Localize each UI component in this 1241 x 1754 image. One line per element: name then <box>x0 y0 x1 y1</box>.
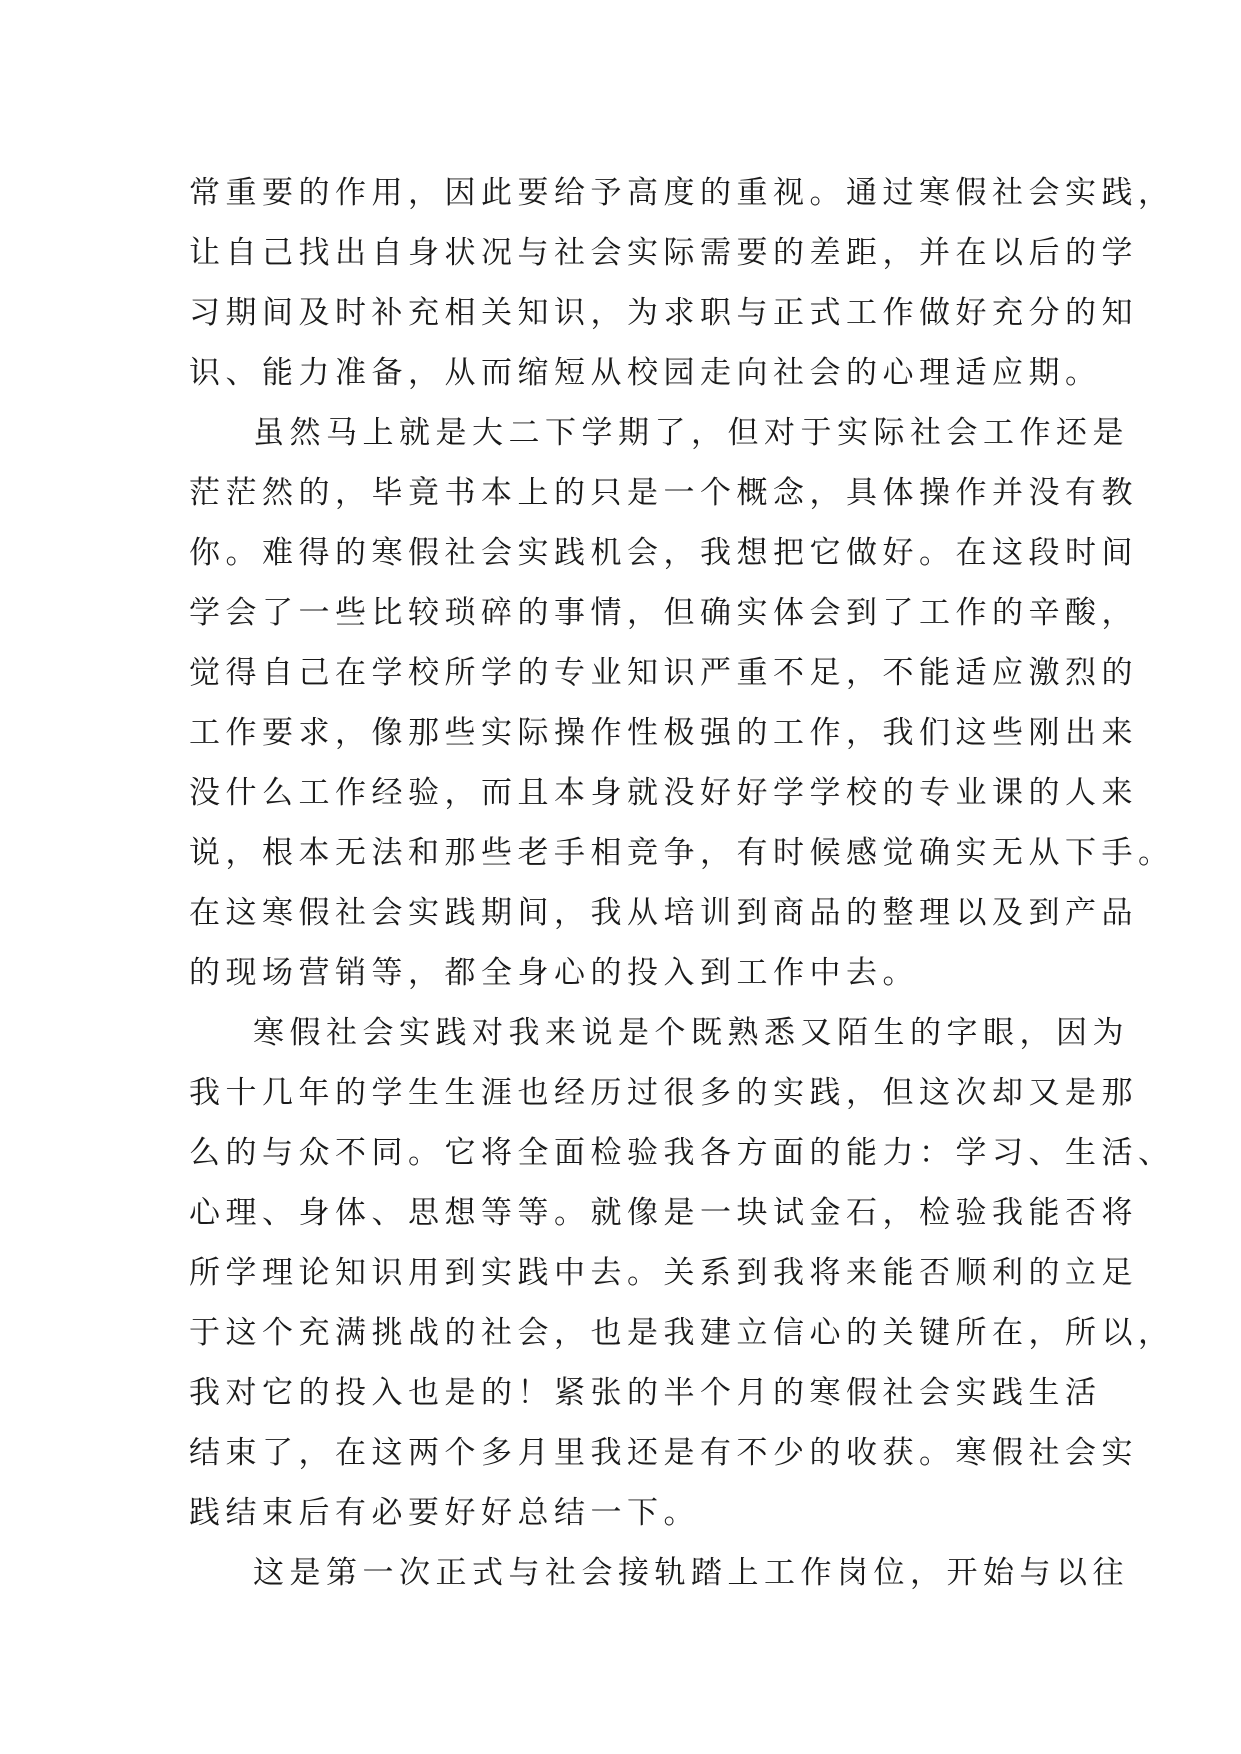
text-line: 所学理论知识用到实践中去。关系到我将来能否顺利的立足 <box>189 1255 1138 1291</box>
paragraph <box>189 163 1175 403</box>
text-line: 于这个充满挑战的社会，也是我建立信心的关键所在，所以， <box>189 1315 1175 1351</box>
text-line: 的现场营销等，都全身心的投入到工作中去。 <box>189 955 919 991</box>
text-line: 学会了一些比较琐碎的事情，但确实体会到了工作的辛酸， <box>189 595 1138 631</box>
text-line: 让自己找出自身状况与社会实际需要的差距，并在以后的学 <box>189 235 1138 271</box>
text-line: 践结束后有必要好好总结一下。 <box>189 1495 700 1531</box>
text-line: 么的与众不同。它将全面检验我各方面的能力：学习、生活、 <box>189 1135 1175 1171</box>
text-line: 心理、身体、思想等等。就像是一块试金石，检验我能否将 <box>189 1195 1138 1231</box>
text-line: 工作要求，像那些实际操作性极强的工作，我们这些刚出来 <box>189 715 1138 751</box>
text-line: 这是第一次正式与社会接轨踏上工作岗位，开始与以往 <box>253 1555 1129 1591</box>
text-line: 结束了，在这两个多月里我还是有不少的收获。寒假社会实 <box>189 1435 1138 1471</box>
text-line: 在这寒假社会实践期间，我从培训到商品的整理以及到产品 <box>189 895 1138 931</box>
text-line: 习期间及时补充相关知识，为求职与正式工作做好充分的知 <box>189 295 1138 331</box>
body-text <box>189 163 1175 1603</box>
text-line: 虽然马上就是大二下学期了，但对于实际社会工作还是 <box>253 415 1129 451</box>
text-line: 我对它的投入也是的！紧张的半个月的寒假社会实践生活 <box>189 1375 1102 1411</box>
text-line: 寒假社会实践对我来说是个既熟悉又陌生的字眼，因为 <box>253 1015 1129 1051</box>
text-line: 茫茫然的，毕竟书本上的只是一个概念，具体操作并没有教 <box>189 475 1138 511</box>
paragraph <box>189 1543 1129 1603</box>
text-line: 识、能力准备，从而缩短从校园走向社会的心理适应期。 <box>189 355 1102 391</box>
paragraph <box>189 1003 1175 1543</box>
text-line: 觉得自己在学校所学的专业知识严重不足，不能适应激烈的 <box>189 655 1138 691</box>
text-line: 没什么工作经验，而且本身就没好好学学校的专业课的人来 <box>189 775 1138 811</box>
paragraph <box>189 403 1175 1003</box>
text-line: 说，根本无法和那些老手相竞争，有时候感觉确实无从下手。 <box>189 835 1175 871</box>
text-line: 我十几年的学生生涯也经历过很多的实践，但这次却又是那 <box>189 1075 1138 1111</box>
text-line: 常重要的作用，因此要给予高度的重视。通过寒假社会实践， <box>189 175 1175 211</box>
text-line: 你。难得的寒假社会实践机会，我想把它做好。在这段时间 <box>189 535 1138 571</box>
